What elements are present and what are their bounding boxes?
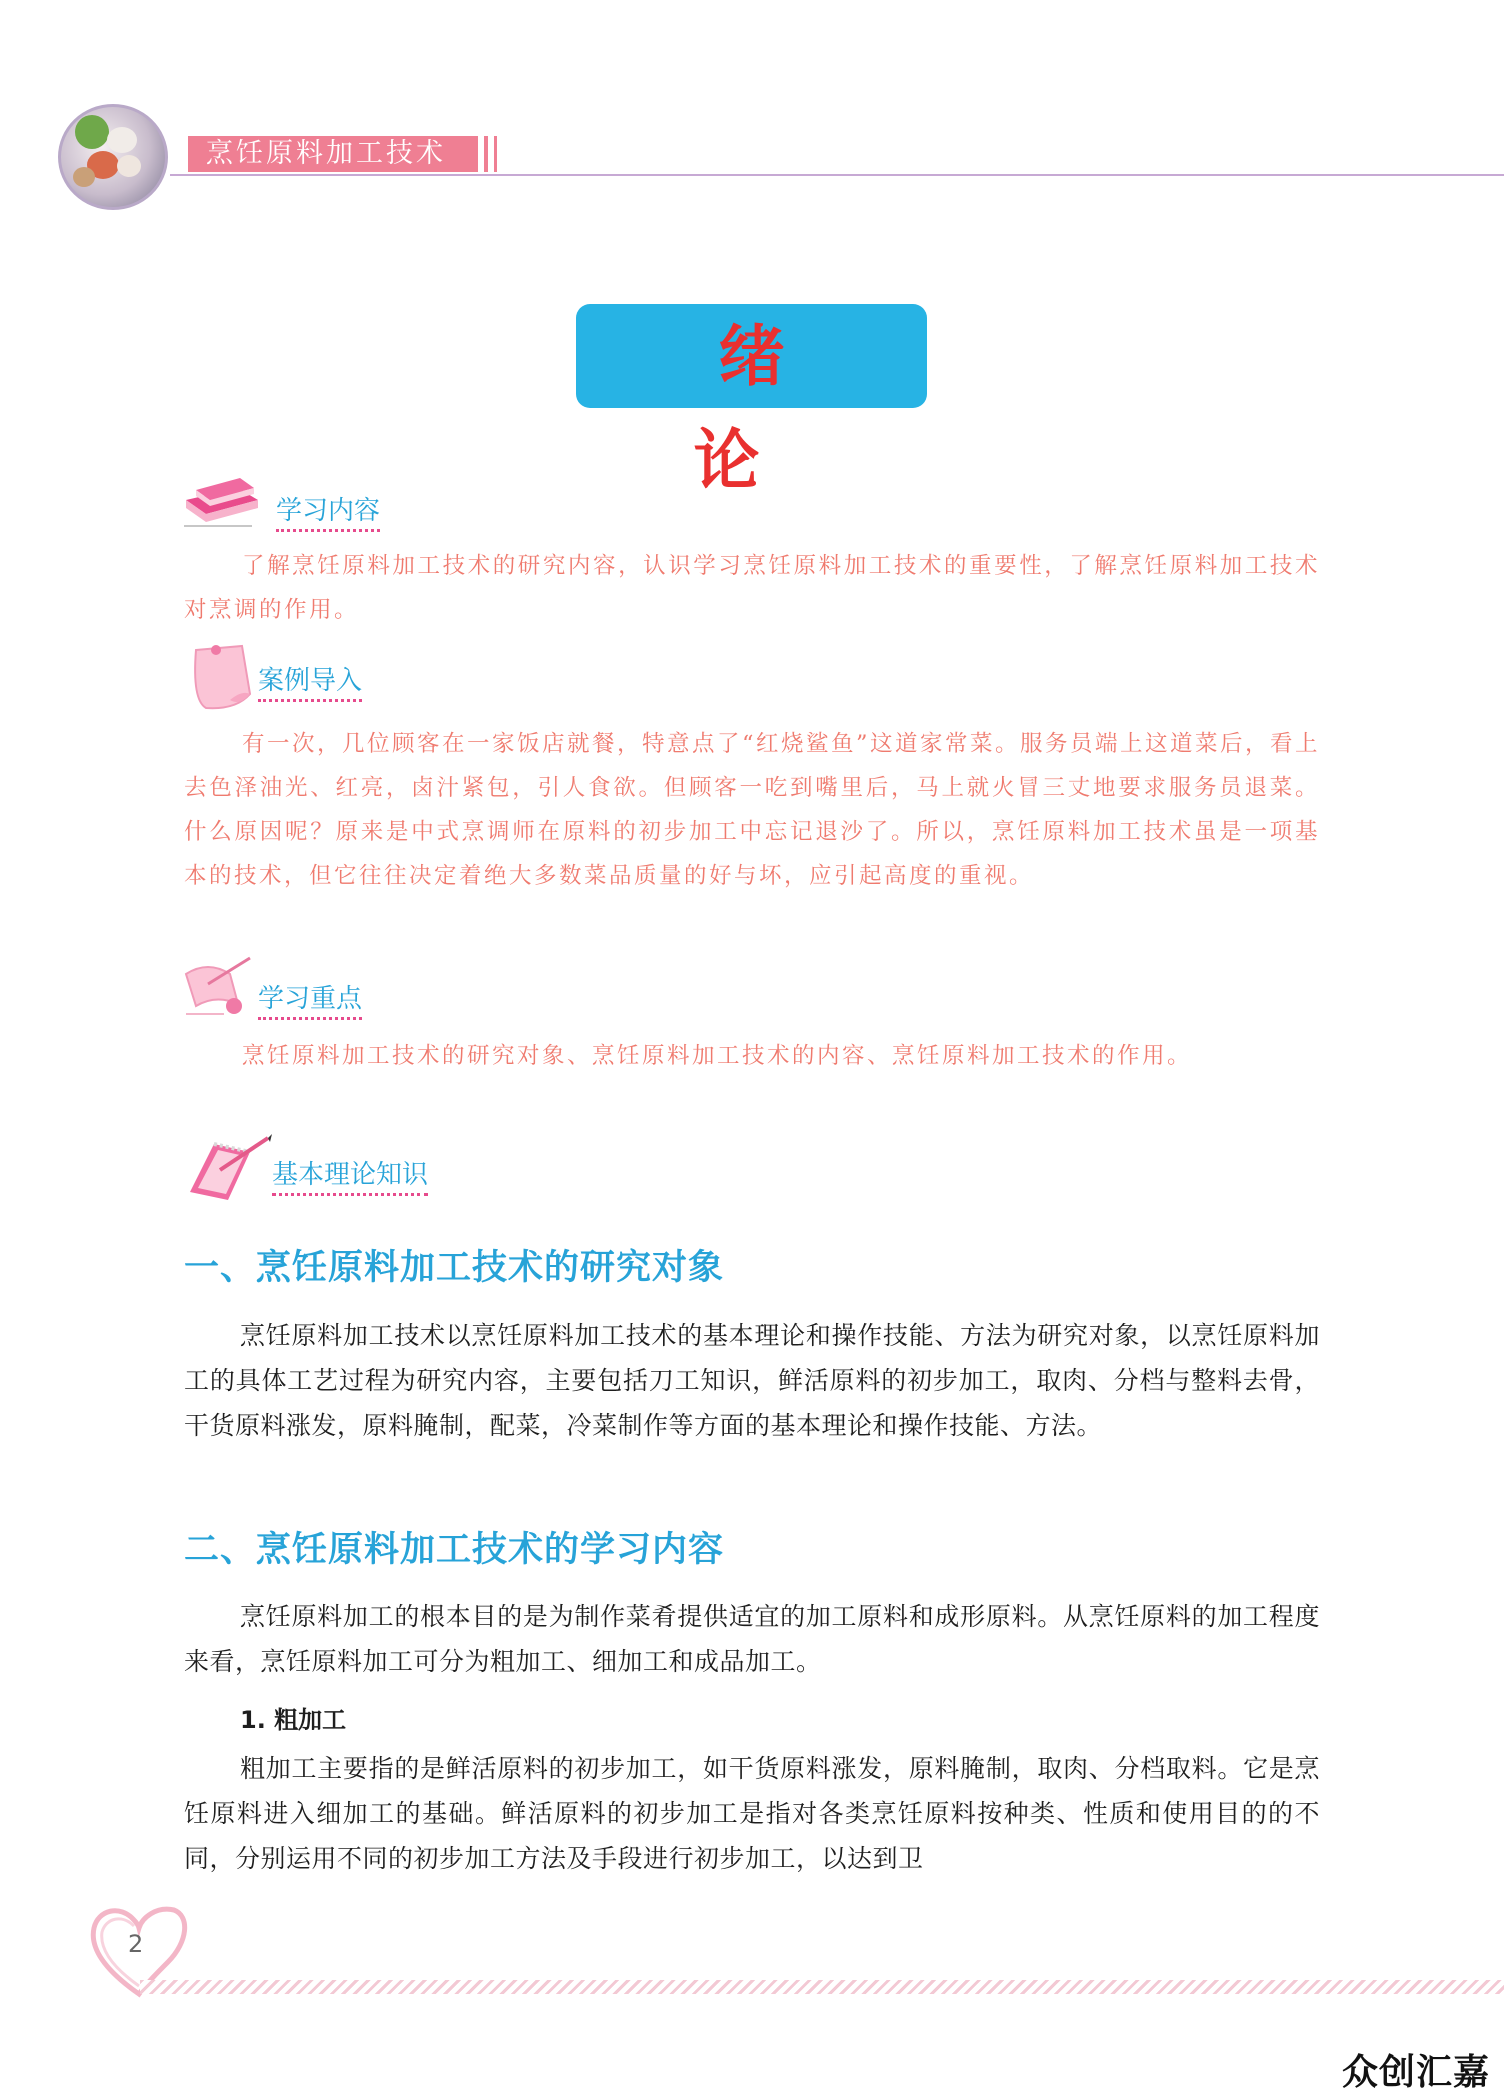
paragraph-research-object: 烹饪原料加工技术以烹饪原料加工技术的基本理论和操作技能、方法为研究对象，以烹饪原料加工的具体工艺过程为研究内容，主要包括刀工知识，鲜活原料的初步加工，取肉、分档与整料去骨，干货原料涨发，原料腌制，配菜，冷菜制作等方面的基本理论和操作技能、方法。: [184, 1321, 1320, 1440]
notebook-pencil-icon: [184, 1130, 272, 1204]
note-icon: [186, 640, 258, 716]
header-rule: [170, 174, 1504, 176]
footer-stripe: [140, 1980, 1504, 1994]
case-intro-text: 有一次，几位顾客在一家饭店就餐，特意点了“红烧鲨鱼”这道家常菜。服务员端上这道菜后，看上去色泽油光、红亮，卤汁紧包，引人食欲。但顾客一吃到嘴里后，马上就火冒三丈地要求服务员退菜。什么原因呢？原来是中式烹调师在原料的初步加工中忘记退沙了。所以，烹饪原料加工技术虽是一项基本的技术，但它往往决定着绝大多数菜品质量的好与坏，应引起高度的重视。: [184, 731, 1321, 889]
header-bar-decoration: [484, 136, 488, 172]
book-title: 烹饪原料加工技术: [188, 136, 478, 172]
paragraph-rough-processing: 粗加工主要指的是鲜活原料的初步加工，如干货原料涨发，原料腌制，取肉、分档取料。它是烹饪原料进入细加工的基础。鲜活原料的初步加工是指对各类烹饪原料按种类、性质和使用目的的不同，分别运用不同的初步加工方法及手段进行初步加工，以达到卫: [184, 1754, 1320, 1873]
paragraph-learning-content: 烹饪原料加工的根本目的是为制作菜肴提供适宜的加工原料和成形原料。从烹饪原料的加工程度来看，烹饪原料加工可分为粗加工、细加工和成品加工。: [184, 1602, 1320, 1676]
heading-learning-content: 二、烹饪原料加工技术的学习内容: [184, 1529, 725, 1570]
books-icon: [180, 470, 264, 532]
header-bar-decoration: [494, 136, 497, 172]
chapter-title: 绪 论: [576, 304, 927, 408]
header-logo-food-photo: [58, 104, 168, 210]
scroll-quill-icon: [178, 954, 256, 1020]
key-points-text: 烹饪原料加工技术的研究对象、烹饪原料加工技术的内容、烹饪原料加工技术的作用。: [242, 1043, 1193, 1069]
watermark-text: 众创汇嘉: [1342, 2052, 1491, 2093]
section-label-case-intro: 案例导入: [258, 660, 362, 702]
learning-content-text: 了解烹饪原料加工技术的研究内容，认识学习烹饪原料加工技术的重要性，了解烹饪原料加工技术对烹调的作用。: [184, 553, 1320, 623]
section-label-learning-content: 学习内容: [276, 490, 380, 532]
section-label-key-points: 学习重点: [258, 978, 362, 1020]
subheading-rough-processing: 1. 粗加工: [240, 1706, 347, 1734]
section-label-basic-theory: 基本理论知识: [272, 1154, 428, 1196]
heading-research-object: 一、烹饪原料加工技术的研究对象: [184, 1247, 725, 1288]
page-number: 2: [128, 1930, 144, 1958]
